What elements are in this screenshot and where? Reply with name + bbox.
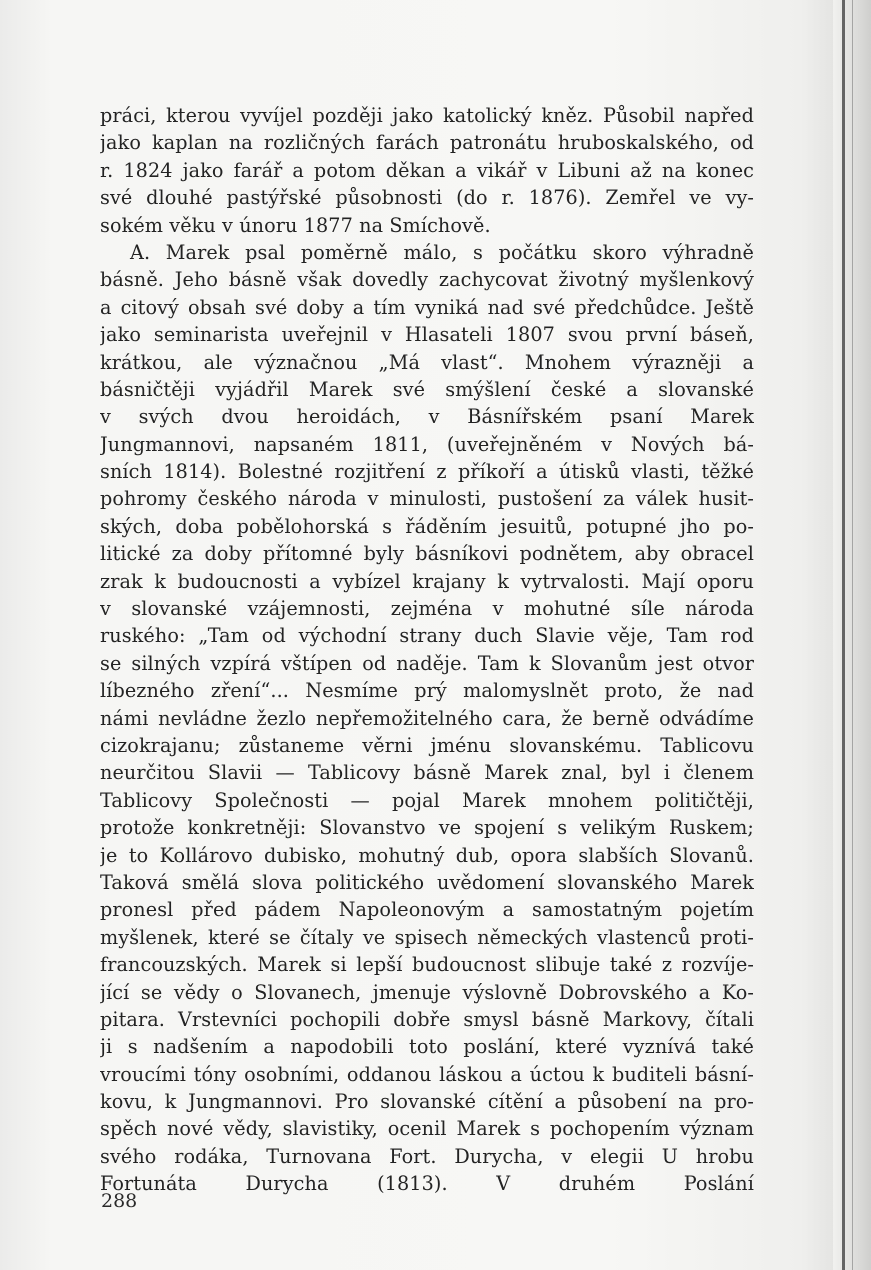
text-line: krátkou, ale význačnou „Má vlast“. Mnohem výrazněji a xyxy=(100,350,754,374)
text-line: je to Kollárovo dubisko, mohutný dub, opora slabších Slovanů. xyxy=(100,843,754,867)
text-line: Fortunáta Durycha (1813). V druhém Poslání xyxy=(100,1172,754,1196)
text-line: v slovanské vzájemnosti, zejména v mohutné síle národa xyxy=(100,597,754,621)
text-line: básně. Jeho básně však dovedly zachycovat životný myšlenkový xyxy=(100,268,754,292)
text-line: neurčitou Slavii — Tablicovy básně Marek znal, byl i členem xyxy=(100,761,754,785)
text-line: jako seminarista uveřejnil v Hlasateli 1807 svou první báseň, xyxy=(100,323,754,347)
text-line: sních 1814). Bolestné rozjitření z příkoří a útisků vlasti, těžké xyxy=(100,460,754,484)
text-line: námi nevládne žezlo nepřemožitelného cara, že berně odvádíme xyxy=(100,706,754,730)
text-line: pronesl před pádem Napoleonovým a samostatným pojetím xyxy=(100,898,754,922)
body-text xyxy=(100,102,754,1198)
text-line: se silných vzpírá vštípen od naděje. Tam k Slovanům jest otvor xyxy=(100,651,754,675)
binding-shadow-line xyxy=(852,0,853,1270)
text-line: kovu, k Jungmannovi. Pro slovanské cítění a působení na pro- xyxy=(100,1090,754,1114)
text-line: pohromy českého národa v minulosti, pustošení za válek husit- xyxy=(100,487,754,511)
text-line: práci, kterou vyvíjel později jako katolický kněz. Působil napřed xyxy=(100,104,754,127)
text-line: v svých dvou heroidách, v Básnířském psaní Marek xyxy=(100,405,754,429)
text-line: jící se vědy o Slovanech, jmenuje výslovně Dobrovského a Ko- xyxy=(100,980,754,1004)
text-line: vroucími tóny osobními, oddanou láskou a úctou k buditeli básní- xyxy=(100,1062,754,1086)
text-line: ruského: „Tam od východní strany duch Slavie věje, Tam rod xyxy=(100,624,754,648)
text-line: litické za doby přítomné byly básníkovi podnětem, aby obracel xyxy=(100,542,754,566)
text-line: Taková smělá slova politického uvědomení slovanského Marek xyxy=(100,870,754,894)
text-line: básničtěji vyjádřil Marek své smýšlení české a slovanské xyxy=(100,377,754,401)
text-line: Jungmannovi, napsaném 1811, (uveřejněném v Nových bá- xyxy=(100,432,754,456)
text-line: své dlouhé pastýřské působnosti (do r. 1876). Zemřel ve vy- xyxy=(100,186,754,210)
text-line: jako kaplan na rozličných farách patronátu hruboskalského, od xyxy=(100,131,754,155)
text-line: Tablicovy Společnosti — pojal Marek mnohem političtěji, xyxy=(100,788,754,812)
page-number: 288 xyxy=(101,1190,138,1212)
text-line: sokém věku v únoru 1877 na Smíchově. xyxy=(100,213,491,237)
text-line: protože konkretněji: Slovanstvo ve spojení s velikým Ruskem; xyxy=(100,816,754,840)
text-line: líbezného zření“... Nesmíme prý malomyslnět proto, že nad xyxy=(100,679,754,703)
paragraph-start-line: A. Marek psal poměrně málo, s počátku skoro výhradně xyxy=(130,240,754,264)
text-line: zrak k budoucnosti a vybízel krajany k vytrvalosti. Mají oporu xyxy=(100,569,754,593)
text-line: cizokrajanu; zůstaneme věrni jménu slovanskému. Tablicovu xyxy=(100,733,754,757)
text-line: ských, doba pobělohorská s řáděním jesuitů, potupné jho po- xyxy=(100,514,754,538)
text-line: a citový obsah své doby a tím vyniká nad své předchůdce. Ještě xyxy=(100,295,754,319)
text-line: pitara. Vrstevníci pochopili dobře smysl básně Markovy, čítali xyxy=(100,1007,754,1031)
text-line: svého rodáka, Turnovana Fort. Durycha, v elegii U hrobu xyxy=(100,1144,754,1168)
text-line: spěch nové vědy, slavistiky, ocenil Marek s pochopením význam xyxy=(100,1117,754,1141)
text-line: myšlenek, které se čítaly ve spisech německých vlastenců proti- xyxy=(100,925,754,949)
text-line: ji s nadšením a napodobili toto poslání, které vyznívá také xyxy=(100,1035,754,1059)
text-line: francouzských. Marek si lepší budoucnost slibuje také z rozvíje- xyxy=(100,953,754,977)
text-line: r. 1824 jako farář a potom děkan a vikář v Libuni až na konec xyxy=(100,158,754,182)
binding-line xyxy=(842,0,845,1270)
